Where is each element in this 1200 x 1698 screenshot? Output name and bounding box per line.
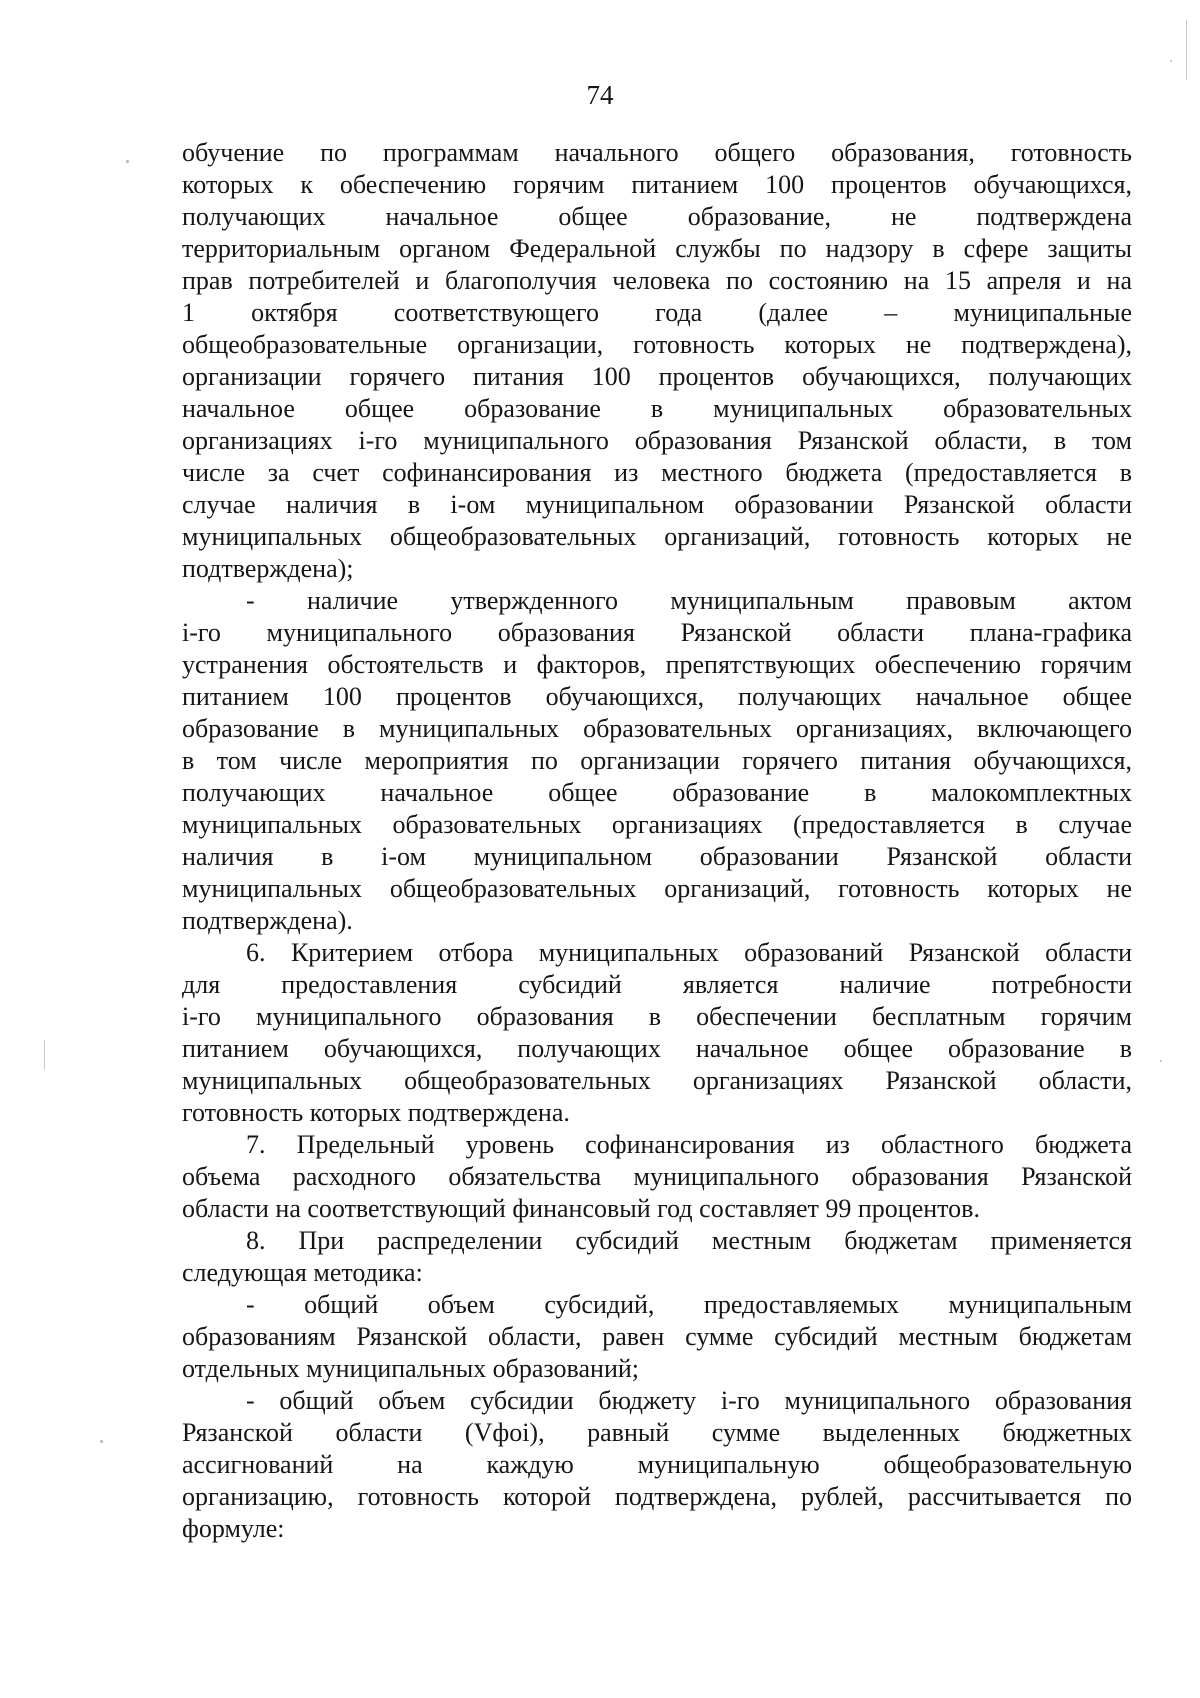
text-line: числе за счет софинансирования из местного бюджета (предоставляется в [182, 458, 1132, 487]
document-body [182, 137, 1132, 1545]
text-line: общеобразовательные организации, готовность которых не подтверждена), [182, 330, 1132, 359]
text-line: получающих начальное общее образование, не подтверждена [182, 202, 1132, 231]
text-line: обучение по программам начального общего образования, готовность [182, 138, 1132, 167]
text-line: организацию, готовность которой подтверждена, рублей, рассчитывается по [182, 1482, 1132, 1511]
text-line: случае наличия в i-ом муниципальном образовании Рязанской области [182, 490, 1132, 519]
text-line: питанием 100 процентов обучающихся, получающих начальное общее [182, 682, 1132, 711]
text-line: устранения обстоятельств и факторов, препятствующих обеспечению горячим [182, 650, 1132, 679]
page-number: 74 [586, 80, 614, 110]
text-line: образованиям Рязанской области, равен сумме субсидий местным бюджетам [182, 1322, 1132, 1351]
text-line: подтверждена); [182, 554, 354, 583]
text-line: начальное общее образование в муниципальных образовательных [182, 394, 1132, 423]
text-line: - общий объем субсидий, предоставляемых муниципальным [246, 1290, 1132, 1319]
text-line: питанием обучающихся, получающих начальное общее образование в [182, 1034, 1132, 1063]
text-line: i-го муниципального образования в обеспечении бесплатным горячим [182, 1002, 1132, 1031]
text-line: муниципальных общеобразовательных организаций, готовность которых не [182, 874, 1132, 903]
text-line: в том числе мероприятия по организации горячего питания обучающихся, [182, 746, 1132, 775]
scan-speck [1170, 60, 1172, 62]
text-line: области на соответствующий финансовый год составляет 99 процентов. [182, 1194, 980, 1223]
text-line: ассигнований на каждую муниципальную общеобразовательную [182, 1450, 1132, 1479]
text-line: подтверждена). [182, 906, 353, 935]
text-line: получающих начальное общее образование в малокомплектных [182, 778, 1132, 807]
text-line: - наличие утвержденного муниципальным правовым актом [246, 586, 1132, 615]
text-line: муниципальных общеобразовательных организаций, готовность которых не [182, 522, 1132, 551]
text-line: - общий объем субсидии бюджету i-го муниципального образования [246, 1386, 1132, 1415]
text-line: 7. Предельный уровень софинансирования из областного бюджета [246, 1130, 1132, 1159]
scan-speck [100, 1440, 103, 1443]
text-line: 8. При распределении субсидий местным бюджетам применяется [246, 1226, 1132, 1255]
scan-edge-mark [1186, 20, 1187, 80]
text-line: образование в муниципальных образовательных организациях, включающего [182, 714, 1132, 743]
text-line: для предоставления субсидий является наличие потребности [182, 970, 1132, 999]
text-line: территориальным органом Федеральной службы по надзору в сфере защиты [182, 234, 1132, 263]
text-line: 6. Критерием отбора муниципальных образований Рязанской области [246, 938, 1132, 967]
scan-speck [126, 160, 129, 163]
text-line: отдельных муниципальных образований; [182, 1354, 639, 1383]
text-line: прав потребителей и благополучия человека по состоянию на 15 апреля и на [182, 266, 1132, 295]
text-line: муниципальных общеобразовательных организациях Рязанской области, [182, 1066, 1132, 1095]
text-line: Рязанской области (Vфоi), равный сумме выделенных бюджетных [182, 1418, 1132, 1447]
text-line: i-го муниципального образования Рязанской области плана-графика [182, 618, 1132, 647]
text-line: формуле: [182, 1514, 285, 1543]
text-line: которых к обеспечению горячим питанием 100 процентов обучающихся, [182, 170, 1132, 199]
scan-edge-mark [44, 1040, 45, 1070]
text-line: объема расходного обязательства муниципального образования Рязанской [182, 1162, 1132, 1191]
text-line: 1 октября соответствующего года (далее – муниципальные [182, 298, 1132, 327]
text-line: организации горячего питания 100 процентов обучающихся, получающих [182, 362, 1132, 391]
text-line: организациях i-го муниципального образования Рязанской области, в том [182, 426, 1132, 455]
scan-speck [1160, 1060, 1162, 1062]
text-line: муниципальных образовательных организациях (предоставляется в случае [182, 810, 1132, 839]
text-line: наличия в i-ом муниципальном образовании Рязанской области [182, 842, 1132, 871]
text-line: следующая методика: [182, 1258, 423, 1287]
text-line: готовность которых подтверждена. [182, 1098, 570, 1127]
